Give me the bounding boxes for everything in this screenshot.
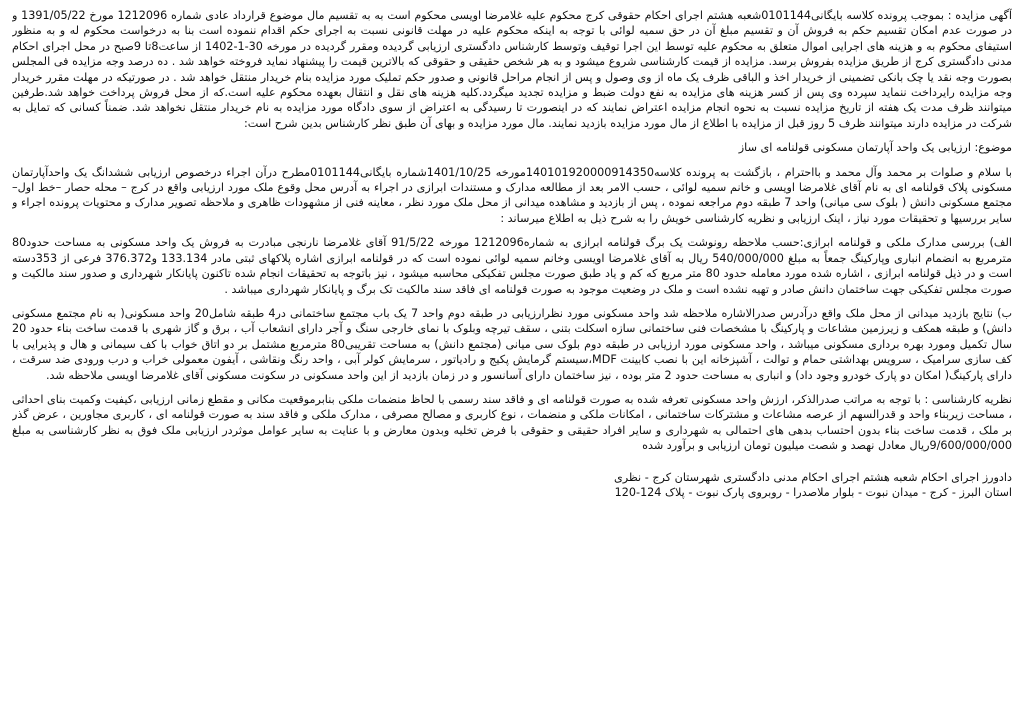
- spacer: [12, 226, 1012, 235]
- spacer: [12, 297, 1012, 306]
- spacer: [12, 156, 1012, 165]
- greeting-paragraph: با سلام و صلوات بر محمد وآل محمد و بااحترام ، بازگشت به پرونده کلاسه140101920000914350مورخه 1401/10/25شماره بایگانی0101144مطرح درآن اجراء درخصوص ارزیابی ششدانگ یک واحدآپارتمان مسکونی پلاک قولنامه ای به نام آقای غلامرضا اویسی و خانم سمیه لوائی ، حسب الامر بعد از مطالعه مدارک و مستندات ابرازی در اجراء به آدرس محل وقوع ملک مورد ارزیابی واقع در کرج – محله حصار –خط اول– مجتمع مسکونی دانش ( بلوک سی میانی) واحد 7 طبقه دوم مراجعه نموده ، پس از بازدید و مشاهده میدانی از محل ملک مورد نظر ، معاینه فنی از مشهودات ظاهری و ملاحظه تصویر مدارک و محتویات پرونده اجراء و سایر بررسیها و تحقیقات مورد نیاز ، اینک ارزیابی و نظریه کارشناسی خویش را به شرح ذیل به اطلاع میرساند :: [12, 165, 1012, 225]
- notice-intro-paragraph: آگهی مزایده : بموجب پرونده کلاسه بایگانی0101144شعبه هشتم اجرای احکام حقوقی کرج محکوم علیه غلامرضا اویسی محکوم است به به تقسیم مال موضوع قرارداد عادی شماره 1212096 مورخ 1391/05/22 و در صورت عدم امکان تقسیم حکم به فروش آن و تقسیم مبلغ آن در حق سمیه لوائی با توجه به اینکه محکوم علیه در مهلت قانونی نسبت به اجرای حکم اقدام ننموده است بنا به درخواست محکوم له و به منظور استیفای محکوم به و هزینه های اجرایی اموال متعلق به محکوم علیه توسط این اجرا توقیف وتوسط کارشناس دادگستری ارزیابی گردیده ومقرر گردیده در مورخه 30-1-1402 از ساعت8تا 9صبح در محل اجرای احکام مدنی دادگستری کرج از طریق مزایده بفروش برسد. مزایده از قیمت کارشناسی شروع میشود و به هر شخص حقیقی و حقوقی که بالاترین قیمت را پیشنهاد نماید فروخته خواهد شد . ده درصد وجه مزایده فی المجلس بصورت وجه نقد یا چک بانکی تضمینی از خریدار اخذ و الباقی ظرف یک ماه از وی وصول و پس از انجام مراحل قانونی و صدور حکم تملیک مورد مزایده بنام خریدار منتقل خواهد شد . در صورتیکه در مهلت مقرر خریدار وجه مزایده رایرداخت ننماید سپرده وی پس از کسر هزینه های مزایده به نفع دولت ضبط و مزایده تجدید میگردد.کلیه هزینه های نقل و انتقال بعهده محکوم علیه است.که از محل فروش پرداخت خواهد شد.طرفین میتوانند ظرف مدت یک هفته از تاریخ مزایده نسبت به نحوه انجام مزایده اعتراض نمایند که در اینصورت تا رسیدگی به اعتراض از سوی دادگاه مورد مزایده به نام خریدار منتقل نخواهد شد. ضمناً کسانی که تمایل به شرکت در مزایده دارند میتوانند ظرف 5 روز قبل از مزایده با اطلاع از مال مورد مزایده بازدید نمایند. مال مورد مزایده و بهای آن طبق نظر کارشناس بدین شرح است:: [12, 9, 1012, 130]
- expert-opinion-paragraph: نظریه کارشناسی : با توجه به مراتب صدرالذکر، ارزش واحد مسکونی تعرفه شده به صورت قولنامه ای و فاقد سند رسمی با لحاظ منضمات ملکی بنابرموقعیت مکانی و مقطع زمانی ارزیابی ،کیفیت وکمیت بنای احداثی ، مساحت زیربناء واحد و قدرالسهم از عرصه مشاعات و مشترکات ساختمانی ، امکانات ملکی و منضمات ، نوع کاربری و مصالح مصرفی ، مدارک ملکی و فاقد سند به صورت قولنامه ای ، کاربری مجاورین ، عرض گذر بر ملک ، قدمت ساخت بناء بدون احتساب بدهی های احتمالی به شهرداری و سایر افراد حقیقی و حقوقی با فرض تخلیه وبدون معارض و با عنایت به سایر عوامل موثردر ارزیابی ملک فوق به نظر کارشناسی به مبلغ 9/600/000/000ریال معادل نهصد و شصت میلیون تومان ارزیابی و برآورد شده: [12, 392, 1012, 453]
- section-b-paragraph: ب) نتایج بازدید میدانی از محل ملک واقع درآدرس صدرالاشاره ملاحظه شد واحد مسکونی مورد نظرارزیابی در طبقه دوم واحد 7 یک باب مجتمع ساختمانی در4 طبقه شامل20 واحد مسکونی( به نام مجتمع مسکونی دانش) و طبقه همکف و زیرزمین مشاعات و پارکینگ با مشخصات فنی ساختمانی سازه اسکلت بتنی ، سقف تیرچه وبلوک با نمای خارجی سنگ و آجر دارای انشعاب آب ، برق و گاز شهری با قدمت ساخت بناء حدود 20 سال تکمیل ومورد بهره برداری مسکونی میباشد ، واحد مسکونی مورد ارزیابی در طبقه دوم بلوک سی میانی (مجتمع دانش) به مساحت تقریبی80 مترمربع مشتمل بر دو اتاق خواب با کف سیمانی و هال و پذیرایی با کف سازی سرامیک ، سرویس بهداشتی حمام و توالت ، آشپزخانه این با نصب کابینت MDF،سیستم گرمایش پکیج و رادیاتور ، سرمایش کولر آبی ، واحد رنگ ونقاشی ، آیفون معمولی خراب و درب ورودی ضد سرقت ، دارای پارکینگ( امکان دو پارک خودرو وجود داد) و انباری به مساحت حدود 2 متر بوده ، نیز ساختمان دارای آسانسور و در زمان بازدید از این واحد مسکونی در سکونت مسکونی آقای غلامرضا اویسی ملاحظه شد.: [12, 306, 1012, 382]
- spacer: [12, 131, 1012, 140]
- auction-notice-document: [12, 8, 1012, 706]
- footer-office: دادورز اجرای احکام شعبه هشتم اجرای احکام مدنی دادگستری شهرستان کرج - نظری: [613, 470, 1012, 484]
- notice-subject: موضوع: ارزیابی یک واحد آپارتمان مسکونی قولنامه ای ساز: [738, 141, 1012, 155]
- spacer: [12, 454, 1012, 470]
- notice-footer: [12, 470, 1012, 501]
- section-a-paragraph: الف) بررسی مدارک ملکی و قولنامه ابرازی:حسب ملاحظه رونوشت یک برگ قولنامه ابرازی به شماره1212096 مورخه 91/5/22 آقای غلامرضا نارنجی مبادرت به فروش یک واحد مسکونی به مساحت حدود80 مترمربع به انضمام انباری وپارکینگ جمعاً به مبلغ 540/000/000 ریال به آقای غلامرضا اویسی وخانم سمیه لوائی نموده است که در قولنامه ابرازی اشاره پلاکهای ثبتی مادر 133.134 و376.372 فرعی از 353دسته است و در ذیل قولنامه ابرازی ، اشاره شده مورد معامله حدود 80 متر مربع که کم و یاد طبق صورت مجلس تفکیکی محاسبه میشود ، نیز باتوجه به تحقیقات انجام شده تاکنون پایانکار شهرداری و صدور سند مالکیت و صورت مجلس تفکیکی جهت ساختمان دانش صادر و تهیه نشده است و ملک در وضعیت موجود به صورت قولنامه ای فاقد سند مالکیت تک برگ و پایانکار شهرداری میباشد .: [12, 236, 1012, 296]
- spacer: [12, 383, 1012, 392]
- footer-address: استان البرز - کرج - میدان نبوت - بلوار ملاصدرا - روبروی پارک نبوت - پلاک 124-120: [614, 485, 1012, 499]
